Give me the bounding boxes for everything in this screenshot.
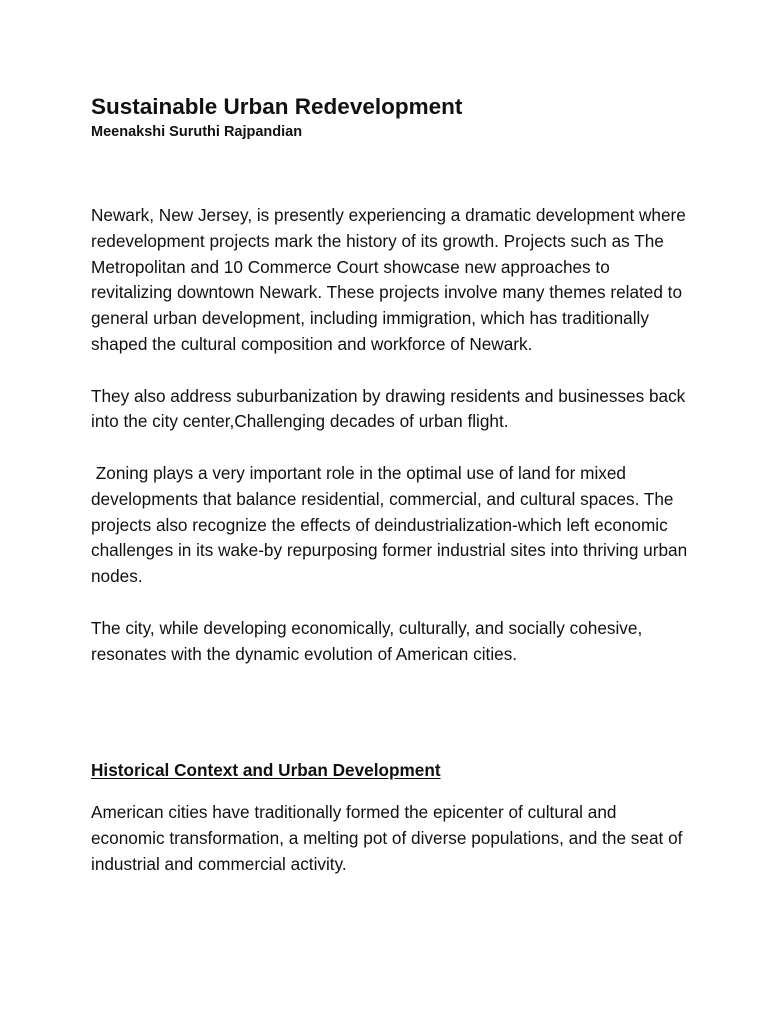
document-author: Meenakshi Suruthi Rajpandian bbox=[91, 124, 303, 140]
body-paragraph: The city, while developing economically, culturally, and socially cohesive, resonates with the dynamic evolution of American cities. bbox=[91, 617, 643, 664]
body-paragraph: Newark, New Jersey, is presently experiencing a dramatic development where redevelopment projects mark the history of its growth. Projects such as The Metropolitan and 10 Commerce Court showcase new approaches to revitalizing downtown Newark. These projects involve many themes related to general urban development, including immigration, which has traditionally shaped the cultural composition and workforce of Newark. bbox=[91, 205, 686, 354]
body-paragraph: They also address suburbanization by drawing residents and businesses back into the city center,Challenging decades of urban flight. bbox=[91, 385, 691, 432]
section-paragraph: American cities have traditionally formed the epicenter of cultural and economic transformation, a melting pot of diverse populations, and the seat of industrial and commercial activity. bbox=[91, 802, 683, 874]
section-heading: Historical Context and Urban Development bbox=[91, 760, 441, 781]
document-title: Sustainable Urban Redevelopment bbox=[91, 94, 463, 119]
body-paragraph: Zoning plays a very important role in the optimal use of land for mixed developments that balance residential, commercial, and cultural spaces. The projects also recognize the effects of deindustrialization-which left economic challenges in its wake-by repurposing former industrial sites into thriving urban nodes. bbox=[91, 462, 692, 587]
